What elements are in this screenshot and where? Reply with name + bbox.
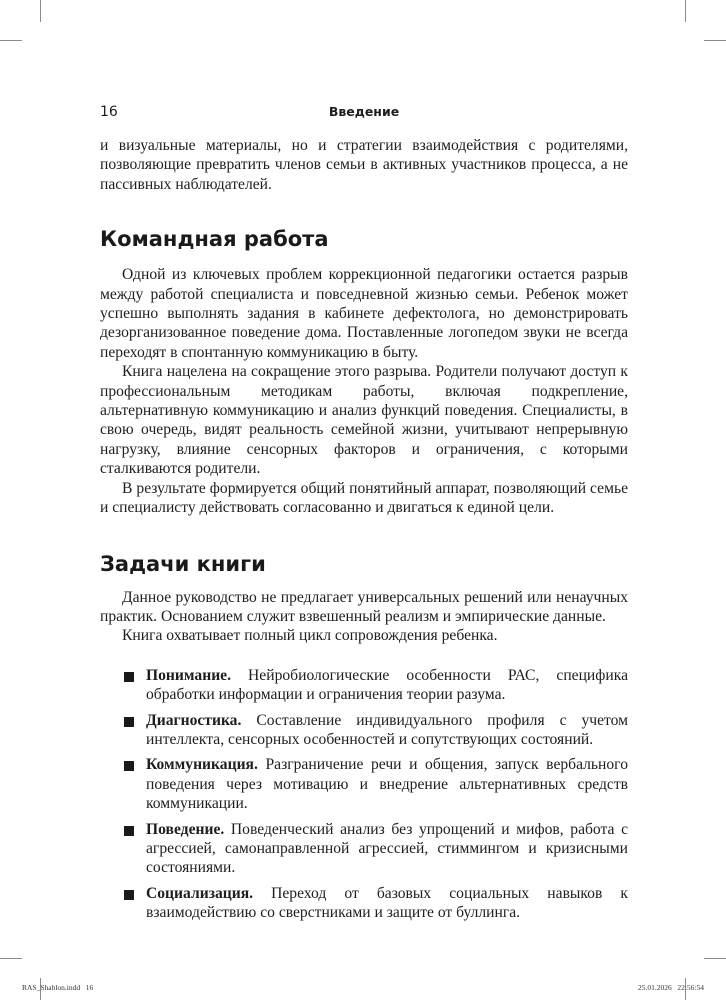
list-item-text [146, 666, 628, 705]
list-item-text [146, 755, 628, 813]
list-item-text [146, 820, 628, 878]
crop-mark-left-bottom [0, 958, 22, 959]
tasks-list [100, 666, 628, 923]
list-item [100, 666, 628, 705]
square-bullet-icon [124, 761, 134, 771]
list-item-term: Коммуникация. [146, 756, 258, 774]
list-item-description: Поведенческий анализ без упрощений и мифов, работа с агрессией, самонаправленной агрессией, стиммингом и кризисными состояниями. [146, 820, 628, 877]
crop-mark-right-top [704, 40, 726, 41]
square-bullet-icon [124, 672, 134, 682]
list-item-description: Разграничение речи и общения, запуск вербального поведения через мотивацию и внедрение альтернативных средств коммуникации. [146, 756, 628, 813]
slug-file: RAS_Shablon.indd 16 [22, 983, 94, 992]
running-title: Введение [328, 104, 400, 119]
list-item [100, 820, 628, 878]
section-heading-tasks: Задачи книги [100, 551, 266, 576]
square-bullet-icon [124, 890, 134, 900]
crop-mark-left-top [0, 40, 22, 41]
list-item [100, 711, 628, 750]
page-body [100, 136, 628, 929]
list-item-text [146, 711, 628, 750]
slug-datetime: 25.01.2026 22:56:54 [637, 983, 704, 992]
team-paragraph-2: Книга нацелена на сокращение этого разрыва. Родители получают доступ к профессиональным методикам работы, включая подкрепление, альтернативную коммуникацию и анализ функций поведения. Специалисты, в свою очередь, видят реальность семейной жизни, учитывают непрерывную нагрузку, влияние сенсорных факторов и ограничения, с которыми сталкиваются родители. [100, 363, 628, 478]
list-item-term: Понимание. [146, 666, 231, 684]
tasks-paragraph-1: Данное руководство не предлагает универсальных решений или ненаучных практик. Основанием служит взвешенный реализм и эмпирические данные. [100, 588, 628, 625]
list-item-text [146, 884, 628, 923]
team-paragraph-3: В результате формируется общий понятийный аппарат, позволяющий семье и специалисту действовать согласованно и двигаться к единой цели. [100, 479, 628, 517]
tasks-paragraph-2: Книга охватывает полный цикл сопровождения ребенка. [122, 627, 498, 645]
list-item [100, 884, 628, 923]
list-item-term: Социализация. [146, 884, 254, 902]
square-bullet-icon [124, 717, 134, 727]
section-heading-team: Командная работа [100, 227, 329, 252]
square-bullet-icon [124, 826, 134, 836]
list-item-description: Нейробиологические особенности РАС, специфика обработки информации и ограничения теории разума. [146, 666, 628, 704]
crop-mark-top-left [40, 0, 41, 22]
intro-paragraph: и визуальные материалы, но и стратегии взаимодействия с родителями, позволяющие превратить членов семьи в активных участников процесса, а не пассивных наблюдателей. [100, 137, 628, 193]
team-paragraph-1: Одной из ключевых проблем коррекционной педагогики остается разрыв между работой специалиста и повседневной жизнью семьи. Ребенок может успешно выполнять задания в кабинете дефектолога, но демонстрировать дезорганизованное поведение дома. Поставленные логопедом звуки не всегда переходят в спонтанную коммуникацию в быту. [100, 266, 628, 361]
list-item-description: Переход от базовых социальных навыков к взаимодействию со сверстниками и защите от буллинга. [146, 884, 628, 922]
crop-mark-top-right [685, 0, 686, 22]
list-item-description: Составление индивидуального профиля с учетом интеллекта, сенсорных особенностей и сопутствующих состояний. [146, 711, 628, 748]
list-item-term: Диагностика. [146, 711, 242, 729]
list-item [100, 755, 628, 813]
page-number: 16 [100, 104, 118, 120]
crop-mark-right-bottom [704, 958, 726, 959]
page-header [100, 104, 628, 124]
list-item-term: Поведение. [146, 820, 225, 838]
